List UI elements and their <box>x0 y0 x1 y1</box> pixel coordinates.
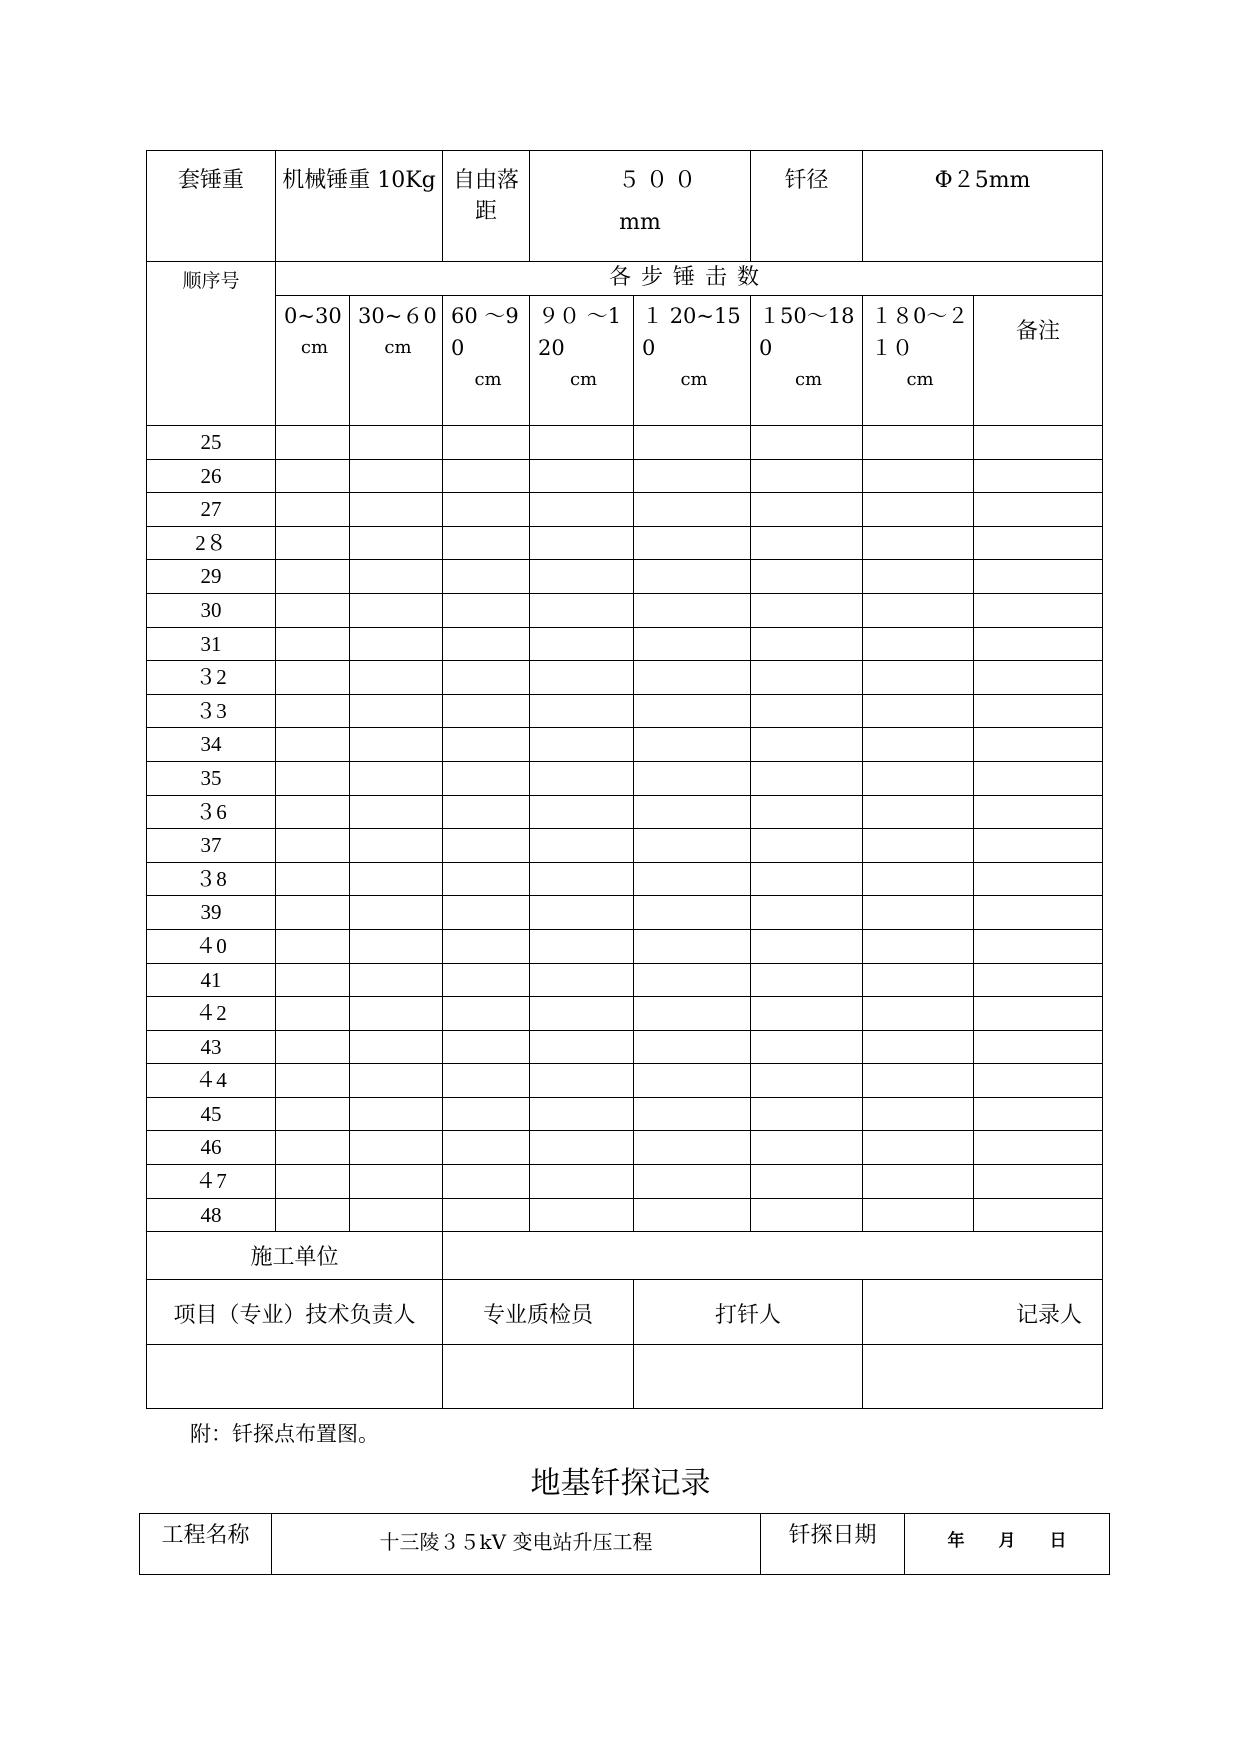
signature-labels-row <box>147 1280 1103 1345</box>
blow-count-cell[interactable] <box>751 627 863 661</box>
depth-range-unit: cm <box>300 337 329 358</box>
tech-lead-signature[interactable] <box>147 1345 443 1409</box>
blow-count-cell[interactable] <box>751 963 863 997</box>
tech-lead-label: 项目（专业）技术负责人 <box>147 1280 443 1345</box>
row-number: 31 <box>147 627 276 661</box>
probe-date-label: 钎探日期 <box>761 1514 905 1575</box>
row-number: 35 <box>147 761 276 795</box>
attachment-note: 附：钎探点布置图。 <box>190 1422 379 1446</box>
blow-count-cell[interactable] <box>276 963 350 997</box>
depth-range-header <box>350 296 443 426</box>
blow-count-cell[interactable] <box>751 896 863 930</box>
drop-height-value <box>530 151 751 262</box>
row-number: 30 <box>147 593 276 627</box>
construction-unit-value[interactable] <box>443 1232 1103 1280</box>
depth-range-unit: cm <box>794 369 823 390</box>
blow-count-cell[interactable] <box>751 1030 863 1064</box>
blow-count-cell[interactable] <box>276 426 350 460</box>
blow-count-cell[interactable] <box>276 761 350 795</box>
probe-date-value: 年 月 日 <box>905 1514 1110 1575</box>
blow-count-cell[interactable] <box>634 627 751 661</box>
blow-count-cell[interactable] <box>530 627 634 661</box>
sequence-number-label: 顺序号 <box>147 262 276 426</box>
steps-title-row <box>147 262 1103 296</box>
blow-count-cell[interactable] <box>350 1165 443 1199</box>
blow-count-cell[interactable] <box>634 929 751 963</box>
blow-count-cell[interactable] <box>863 795 974 829</box>
blow-count-cell[interactable] <box>863 963 974 997</box>
blow-count-cell[interactable] <box>530 728 634 762</box>
depth-range-unit: cm <box>906 369 934 390</box>
blow-count-cell[interactable] <box>443 1064 530 1098</box>
depth-range-text: 0~30 <box>284 304 342 328</box>
row-number: ３3 <box>147 694 276 728</box>
blow-count-cell[interactable] <box>276 896 350 930</box>
blow-count-cell[interactable] <box>350 459 443 493</box>
blow-count-cell[interactable] <box>350 1030 443 1064</box>
blow-count-cell[interactable] <box>974 728 1103 762</box>
blow-count-cell[interactable] <box>863 493 974 527</box>
table-row <box>147 1030 1103 1064</box>
blow-count-cell[interactable] <box>276 829 350 863</box>
blow-count-cell[interactable] <box>751 426 863 460</box>
table-row <box>147 1097 1103 1131</box>
table-row <box>147 829 1103 863</box>
blow-count-cell[interactable] <box>443 1131 530 1165</box>
hammer-weight-label: 套锤重 <box>147 151 276 262</box>
blow-count-cell[interactable] <box>751 459 863 493</box>
depth-range-header <box>530 296 634 426</box>
blow-count-cell[interactable] <box>443 694 530 728</box>
blow-count-cell[interactable] <box>751 1198 863 1232</box>
blow-count-cell[interactable] <box>530 694 634 728</box>
blow-count-cell[interactable] <box>530 1131 634 1165</box>
recorder-signature[interactable] <box>863 1345 1103 1409</box>
blow-count-cell[interactable] <box>276 493 350 527</box>
blow-count-cell[interactable] <box>751 997 863 1031</box>
blow-count-cell[interactable] <box>634 593 751 627</box>
row-number: ４2 <box>147 997 276 1031</box>
table-row <box>147 560 1103 594</box>
blow-count-cell[interactable] <box>974 1131 1103 1165</box>
depth-range-header <box>863 296 974 426</box>
signature-values-row <box>147 1345 1103 1409</box>
blow-count-cell[interactable] <box>863 1198 974 1232</box>
blow-count-cell[interactable] <box>443 997 530 1031</box>
drop-height-unit: mm <box>619 210 661 235</box>
blow-count-cell[interactable] <box>276 1064 350 1098</box>
blow-count-cell[interactable] <box>443 896 530 930</box>
blow-count-cell[interactable] <box>530 560 634 594</box>
blow-count-cell[interactable] <box>863 426 974 460</box>
blow-count-cell[interactable] <box>863 1131 974 1165</box>
blow-count-cell[interactable] <box>863 627 974 661</box>
blow-count-cell[interactable] <box>634 426 751 460</box>
blow-count-cell[interactable] <box>751 761 863 795</box>
blow-count-cell[interactable] <box>751 694 863 728</box>
blow-count-cell[interactable] <box>443 829 530 863</box>
row-number: 37 <box>147 829 276 863</box>
hammer-weight-value: 机械锤重 10Kg <box>276 151 443 262</box>
blow-count-cell[interactable] <box>634 829 751 863</box>
blow-count-cell[interactable] <box>863 1097 974 1131</box>
equipment-row <box>147 151 1103 262</box>
blow-count-cell[interactable] <box>974 997 1103 1031</box>
row-number: ３2 <box>147 661 276 695</box>
blow-count-cell[interactable] <box>276 862 350 896</box>
blow-count-cell[interactable] <box>863 1064 974 1098</box>
table-row <box>147 493 1103 527</box>
rod-diameter-value: Φ２5mm <box>863 151 1103 262</box>
row-number: ３8 <box>147 862 276 896</box>
blow-count-cell[interactable] <box>443 728 530 762</box>
blow-count-cell[interactable] <box>530 896 634 930</box>
blow-count-cell[interactable] <box>530 761 634 795</box>
blow-count-cell[interactable] <box>350 526 443 560</box>
blow-count-cell[interactable] <box>863 929 974 963</box>
table-row <box>147 694 1103 728</box>
remarks-header: 备注 <box>974 296 1103 426</box>
blow-count-cell[interactable] <box>350 493 443 527</box>
depth-range-text: １50～180 <box>759 304 855 360</box>
blow-count-cell[interactable] <box>276 593 350 627</box>
blow-count-cell[interactable] <box>530 1097 634 1131</box>
table-row <box>147 459 1103 493</box>
row-number: 41 <box>147 963 276 997</box>
blow-count-cell[interactable] <box>276 1165 350 1199</box>
blow-count-cell[interactable] <box>751 795 863 829</box>
blow-count-cell[interactable] <box>634 661 751 695</box>
blow-count-cell[interactable] <box>276 728 350 762</box>
blow-count-cell[interactable] <box>530 963 634 997</box>
table-row <box>147 1131 1103 1165</box>
blow-count-cell[interactable] <box>350 761 443 795</box>
second-page-title: 地基钎探记录 <box>530 1466 711 1501</box>
blow-count-cell[interactable] <box>634 997 751 1031</box>
blow-count-cell[interactable] <box>863 1165 974 1199</box>
blow-count-cell[interactable] <box>350 896 443 930</box>
blow-count-cell[interactable] <box>530 1064 634 1098</box>
blow-count-cell[interactable] <box>863 1030 974 1064</box>
row-number: 27 <box>147 493 276 527</box>
blow-count-cell[interactable] <box>443 627 530 661</box>
driller-label: 打钎人 <box>634 1280 863 1345</box>
project-name-value: 十三陵３５kV 变电站升压工程 <box>272 1514 761 1575</box>
blow-count-cell[interactable] <box>974 761 1103 795</box>
blow-count-cell[interactable] <box>530 1165 634 1199</box>
blow-count-cell[interactable] <box>634 1097 751 1131</box>
blow-count-cell[interactable] <box>974 929 1103 963</box>
row-number: 2８ <box>147 526 276 560</box>
table-row <box>147 526 1103 560</box>
blow-count-cell[interactable] <box>350 426 443 460</box>
blow-count-cell[interactable] <box>276 526 350 560</box>
row-number: 43 <box>147 1030 276 1064</box>
blow-count-cell[interactable] <box>751 493 863 527</box>
table-row <box>147 1165 1103 1199</box>
blow-count-cell[interactable] <box>751 829 863 863</box>
blow-count-cell[interactable] <box>974 829 1103 863</box>
blow-count-cell[interactable] <box>276 997 350 1031</box>
blow-count-cell[interactable] <box>350 560 443 594</box>
blow-count-cell[interactable] <box>974 862 1103 896</box>
blow-count-cell[interactable] <box>350 929 443 963</box>
table-row <box>147 661 1103 695</box>
blow-count-cell[interactable] <box>276 627 350 661</box>
blow-count-cell[interactable] <box>276 1131 350 1165</box>
row-number: 39 <box>147 896 276 930</box>
probe-record-table <box>146 150 1103 1409</box>
table-row <box>147 728 1103 762</box>
blow-count-cell[interactable] <box>863 560 974 594</box>
blow-count-cell[interactable] <box>350 728 443 762</box>
blow-count-cell[interactable] <box>276 1097 350 1131</box>
row-number: ４4 <box>147 1064 276 1098</box>
blow-count-cell[interactable] <box>751 1064 863 1098</box>
blow-count-cell[interactable] <box>974 795 1103 829</box>
blow-count-cell[interactable] <box>634 1165 751 1199</box>
blow-count-cell[interactable] <box>751 661 863 695</box>
blow-count-cell[interactable] <box>276 560 350 594</box>
blow-count-cell[interactable] <box>350 1131 443 1165</box>
blow-count-cell[interactable] <box>443 963 530 997</box>
blow-count-cell[interactable] <box>530 493 634 527</box>
blow-count-cell[interactable] <box>751 593 863 627</box>
blow-count-cell[interactable] <box>634 728 751 762</box>
blow-count-cell[interactable] <box>974 493 1103 527</box>
blow-count-cell[interactable] <box>751 929 863 963</box>
row-number: 26 <box>147 459 276 493</box>
blow-count-cell[interactable] <box>443 459 530 493</box>
blow-count-cell[interactable] <box>974 896 1103 930</box>
blow-count-cell[interactable] <box>350 1097 443 1131</box>
blow-count-cell[interactable] <box>530 795 634 829</box>
blow-count-cell[interactable] <box>634 896 751 930</box>
quality-inspector-signature[interactable] <box>443 1345 634 1409</box>
project-info-table <box>139 1513 1110 1575</box>
blow-count-cell[interactable] <box>350 963 443 997</box>
blow-count-cell[interactable] <box>443 1165 530 1199</box>
table-row <box>147 1198 1103 1232</box>
blow-count-cell[interactable] <box>443 1030 530 1064</box>
row-number: 25 <box>147 426 276 460</box>
blow-count-cell[interactable] <box>530 1030 634 1064</box>
table-row <box>147 593 1103 627</box>
blow-count-cell[interactable] <box>443 929 530 963</box>
table-row <box>147 627 1103 661</box>
blow-count-cell[interactable] <box>974 963 1103 997</box>
blow-count-cell[interactable] <box>634 694 751 728</box>
blow-count-cell[interactable] <box>350 694 443 728</box>
blow-count-cell[interactable] <box>530 459 634 493</box>
blow-count-cell[interactable] <box>530 1198 634 1232</box>
blow-count-cell[interactable] <box>751 1131 863 1165</box>
blow-count-cell[interactable] <box>863 862 974 896</box>
blow-count-cell[interactable] <box>443 862 530 896</box>
table-row <box>147 997 1103 1031</box>
blow-count-cell[interactable] <box>350 997 443 1031</box>
blow-count-cell[interactable] <box>350 1198 443 1232</box>
blow-count-cell[interactable] <box>276 694 350 728</box>
depth-range-header <box>276 296 350 426</box>
blow-count-cell[interactable] <box>863 694 974 728</box>
project-name-label: 工程名称 <box>140 1514 272 1575</box>
construction-unit-row <box>147 1232 1103 1280</box>
depth-range-row <box>147 296 1103 426</box>
blow-count-cell[interactable] <box>863 526 974 560</box>
blow-count-cell[interactable] <box>276 661 350 695</box>
blow-count-cell[interactable] <box>974 526 1103 560</box>
recorder-label: 记录人 <box>863 1280 1103 1345</box>
blow-count-cell[interactable] <box>443 761 530 795</box>
depth-range-unit: cm <box>384 337 412 358</box>
depth-range-header <box>634 296 751 426</box>
depth-range-unit: cm <box>474 369 502 390</box>
blow-count-cell[interactable] <box>634 459 751 493</box>
blow-count-cell[interactable] <box>634 862 751 896</box>
construction-unit-label: 施工单位 <box>147 1232 443 1280</box>
row-number: 29 <box>147 560 276 594</box>
blow-count-cell[interactable] <box>863 761 974 795</box>
depth-range-header <box>751 296 863 426</box>
table-row <box>147 426 1103 460</box>
blow-count-cell[interactable] <box>530 593 634 627</box>
blow-count-cell[interactable] <box>530 862 634 896</box>
blow-count-cell[interactable] <box>350 829 443 863</box>
blow-count-cell[interactable] <box>751 1097 863 1131</box>
blow-count-cell[interactable] <box>974 627 1103 661</box>
row-number: ３6 <box>147 795 276 829</box>
blow-count-cell[interactable] <box>634 1198 751 1232</box>
depth-range-header <box>443 296 530 426</box>
blow-count-cell[interactable] <box>443 493 530 527</box>
blow-count-cell[interactable] <box>350 661 443 695</box>
table-row <box>147 761 1103 795</box>
blow-count-cell[interactable] <box>634 1064 751 1098</box>
blow-count-cell[interactable] <box>974 426 1103 460</box>
table-row <box>147 862 1103 896</box>
blow-count-cell[interactable] <box>276 1198 350 1232</box>
depth-range-text: ９０ ～120 <box>538 304 622 360</box>
blow-count-cell[interactable] <box>634 526 751 560</box>
blow-count-cell[interactable] <box>751 1165 863 1199</box>
blow-count-cell[interactable] <box>751 862 863 896</box>
row-number: 46 <box>147 1131 276 1165</box>
depth-range-text: 30~６0 <box>358 304 437 328</box>
blow-count-cell[interactable] <box>974 694 1103 728</box>
row-number: ４7 <box>147 1165 276 1199</box>
depth-range-text: １８0～２１０ <box>871 304 969 360</box>
hammer-blows-title: 各步锤击数 <box>276 262 1103 296</box>
blow-count-cell[interactable] <box>443 661 530 695</box>
blow-count-cell[interactable] <box>530 829 634 863</box>
blow-count-cell[interactable] <box>530 929 634 963</box>
row-number: 48 <box>147 1198 276 1232</box>
blow-count-cell[interactable] <box>443 1097 530 1131</box>
blow-count-cell[interactable] <box>530 661 634 695</box>
blow-count-cell[interactable] <box>974 1030 1103 1064</box>
depth-range-text: 60 ～90 <box>451 304 519 360</box>
blow-count-cell[interactable] <box>863 997 974 1031</box>
drop-height-label: 自由落距 <box>443 151 530 262</box>
blow-count-cell[interactable] <box>974 560 1103 594</box>
blow-count-cell[interactable] <box>276 929 350 963</box>
table-row <box>147 1064 1103 1098</box>
quality-inspector-label: 专业质检员 <box>443 1280 634 1345</box>
rod-diameter-label: 钎径 <box>751 151 863 262</box>
table-row <box>147 795 1103 829</box>
blow-count-cell[interactable] <box>751 526 863 560</box>
drop-height-number: ５００ <box>618 168 703 193</box>
table-row <box>147 929 1103 963</box>
table-row <box>147 963 1103 997</box>
row-number: 45 <box>147 1097 276 1131</box>
blow-count-cell[interactable] <box>443 593 530 627</box>
blow-count-cell[interactable] <box>974 1097 1103 1131</box>
blow-count-cell[interactable] <box>974 661 1103 695</box>
table-row <box>147 896 1103 930</box>
blow-count-cell[interactable] <box>634 963 751 997</box>
blow-count-cell[interactable] <box>350 862 443 896</box>
blow-count-cell[interactable] <box>974 1165 1103 1199</box>
blow-count-cell[interactable] <box>974 1064 1103 1098</box>
blow-count-cell[interactable] <box>350 795 443 829</box>
blow-count-cell[interactable] <box>443 526 530 560</box>
depth-range-text: １ 20~150 <box>642 304 741 360</box>
blow-count-cell[interactable] <box>443 426 530 460</box>
blow-count-cell[interactable] <box>350 627 443 661</box>
depth-range-unit: cm <box>569 369 598 390</box>
blow-count-cell[interactable] <box>443 1198 530 1232</box>
blow-count-cell[interactable] <box>276 459 350 493</box>
blow-count-cell[interactable] <box>974 593 1103 627</box>
blow-count-cell[interactable] <box>634 1030 751 1064</box>
blow-count-cell[interactable] <box>863 661 974 695</box>
blow-count-cell[interactable] <box>276 795 350 829</box>
blow-count-cell[interactable] <box>863 459 974 493</box>
blow-count-cell[interactable] <box>634 761 751 795</box>
blow-count-cell[interactable] <box>863 829 974 863</box>
blow-count-cell[interactable] <box>443 795 530 829</box>
blow-count-cell[interactable] <box>751 728 863 762</box>
blow-count-cell[interactable] <box>276 1030 350 1064</box>
blow-count-cell[interactable] <box>350 1064 443 1098</box>
blow-count-cell[interactable] <box>634 795 751 829</box>
blow-count-cell[interactable] <box>634 1131 751 1165</box>
driller-signature[interactable] <box>634 1345 863 1409</box>
depth-range-unit: cm <box>680 369 708 390</box>
blow-count-cell[interactable] <box>350 593 443 627</box>
row-number: 34 <box>147 728 276 762</box>
blow-count-cell[interactable] <box>530 526 634 560</box>
blow-count-cell[interactable] <box>530 997 634 1031</box>
blow-count-cell[interactable] <box>974 459 1103 493</box>
project-info-row <box>140 1514 1110 1575</box>
blow-count-cell[interactable] <box>863 728 974 762</box>
blow-count-cell[interactable] <box>751 560 863 594</box>
blow-count-cell[interactable] <box>530 426 634 460</box>
blow-count-cell[interactable] <box>974 1198 1103 1232</box>
blow-count-cell[interactable] <box>634 493 751 527</box>
blow-count-cell[interactable] <box>634 560 751 594</box>
blow-count-cell[interactable] <box>443 560 530 594</box>
blow-count-cell[interactable] <box>863 896 974 930</box>
blow-count-cell[interactable] <box>863 593 974 627</box>
row-number: ４0 <box>147 929 276 963</box>
